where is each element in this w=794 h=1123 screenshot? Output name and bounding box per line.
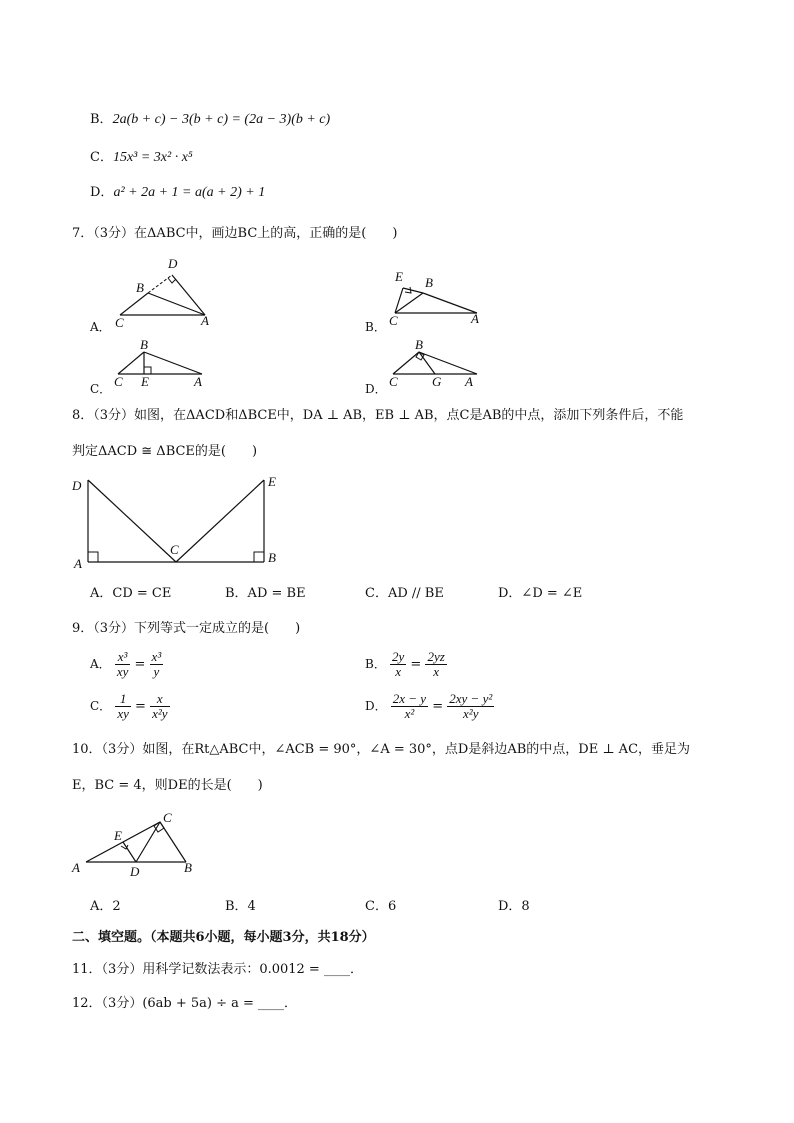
q12: 12．（3分）(6ab + 5a) ÷ a = ____． xyxy=(72,996,298,1011)
q6-option-b: B．2a(b + c) − 3(b + c) = (2a − 3)(b + c) xyxy=(90,112,331,127)
q7-figure-c xyxy=(110,338,210,393)
q10-label-a: A xyxy=(72,860,80,875)
q7-option-d-label: D． xyxy=(365,382,387,396)
q7b-label-e: E xyxy=(395,269,403,284)
q9-option-d: D． $\frac{2x - y}{\text{x²}}$ = $\frac{\text{2xy − y²}}{\text{x²y}}$ xyxy=(365,691,493,721)
q10-option-a: A．2 xyxy=(90,899,121,914)
q8-option-d: D．∠D = ∠E xyxy=(498,586,583,601)
q7a-label-c: C xyxy=(115,315,124,330)
q8-option-b: B．AD = BE xyxy=(225,586,306,601)
q10-option-d: D．8 xyxy=(498,899,530,914)
q10-option-b: B．4 xyxy=(225,899,256,914)
q9d-right-fraction: $\frac{\text{2xy − y²}}{\text{x²y}}$ xyxy=(449,691,493,721)
q7d-label-a: A xyxy=(465,374,473,389)
q7a-label-b: B xyxy=(136,280,144,295)
q11: 11．（3分）用科学记数法表示：0.0012 = ____． xyxy=(72,962,363,977)
q7-stem: 7．（3分）在ΔABC中，画边BC上的高，正确的是( ) xyxy=(72,226,398,241)
q7b-label-b: B xyxy=(425,275,433,290)
q8-label-e: E xyxy=(268,474,276,489)
q7d-label-g: G xyxy=(432,374,442,389)
q7-figure-d xyxy=(385,338,485,393)
q7b-label-a: A xyxy=(471,311,479,326)
q10-stem-line2: E，BC = 4，则DE的长是( ) xyxy=(72,778,263,793)
q10-figure xyxy=(68,808,208,880)
q9a-right-fraction: $\frac{\text{x³}}{y}$ xyxy=(151,649,162,679)
q10-label-e: E xyxy=(114,828,122,843)
q7-figure-a xyxy=(110,255,220,330)
q9b-left-fraction: $\frac{2y}{x}$ xyxy=(391,649,405,679)
q8-label-c: C xyxy=(170,542,179,557)
q7-option-a-label: A． xyxy=(90,320,111,334)
q8-stem-line1: 8．（3分）如图，在ΔACD和ΔBCE中，DA ⊥ AB，EB ⊥ AB，点C是AB的中点，添加下列条件后，不能 xyxy=(72,408,684,423)
q7-option-c-label: C． xyxy=(90,382,112,396)
q7c-label-e: E xyxy=(141,374,149,389)
q9b-right-fraction: $\frac{2yz}{x}$ xyxy=(427,649,445,679)
q9-stem: 9．（3分）下列等式一定成立的是( ) xyxy=(72,621,301,636)
q10-option-c: C．6 xyxy=(365,899,397,914)
section-2-heading: 二、填空题。（本题共6小题，每小题3分，共18分） xyxy=(72,930,375,945)
q8-option-a: A．CD = CE xyxy=(90,586,172,601)
q8-label-a: A xyxy=(74,556,82,571)
q9-option-c: C． $\frac{1}{xy}$ = $\frac{x}{\text{x²y}}$ xyxy=(90,691,168,721)
q7-figure-b xyxy=(385,265,495,330)
q9c-left-fraction: $\frac{1}{xy}$ xyxy=(117,691,129,721)
q9a-left-fraction: $\frac{\text{x³}}{xy}$ xyxy=(116,649,129,679)
q7d-label-b: B xyxy=(415,338,423,352)
q9d-left-fraction: $\frac{2x - y}{\text{x²}}$ xyxy=(392,691,427,721)
q10-label-b: B xyxy=(184,860,192,875)
q7d-label-c: C xyxy=(389,374,398,389)
q10-stem-line1: 10．（3分）如图，在Rt△ABC中，∠ACB = 90°，∠A = 30°，点D是斜边AB的中点，DE ⊥ AC，垂足为 xyxy=(72,742,691,757)
q6-option-c: C．15x³ = 3x² · x⁵ xyxy=(90,150,193,165)
q7a-label-d: D xyxy=(168,256,178,271)
q7a-label-a: A xyxy=(201,313,209,328)
q6-option-d: D．a² + 2a + 1 = a(a + 2) + 1 xyxy=(90,185,266,200)
q7c-label-b: B xyxy=(140,338,148,352)
q7c-label-a: A xyxy=(194,374,202,389)
q9-option-a: A． $\frac{\text{x³}}{xy}$ = $\frac{\text{x³}}{y}$ xyxy=(90,649,162,679)
q9c-right-fraction: $\frac{x}{\text{x²y}}$ xyxy=(152,691,168,721)
q8-label-d: D xyxy=(72,478,82,493)
q8-figure xyxy=(68,472,288,572)
q9-option-b: B． $\frac{2y}{x}$ = $\frac{2yz}{x}$ xyxy=(365,649,445,679)
q8-label-b: B xyxy=(268,550,276,565)
q7b-label-c: C xyxy=(389,313,398,328)
q8-option-c: C．AD // BE xyxy=(365,586,444,601)
q10-label-c: C xyxy=(163,810,172,825)
q7-option-b-label: B． xyxy=(365,320,386,334)
q8-stem-line2: 判定ΔACD ≅ ΔBCE的是( ) xyxy=(72,444,258,459)
q7c-label-c: C xyxy=(114,374,123,389)
q10-label-d: D xyxy=(130,864,140,879)
